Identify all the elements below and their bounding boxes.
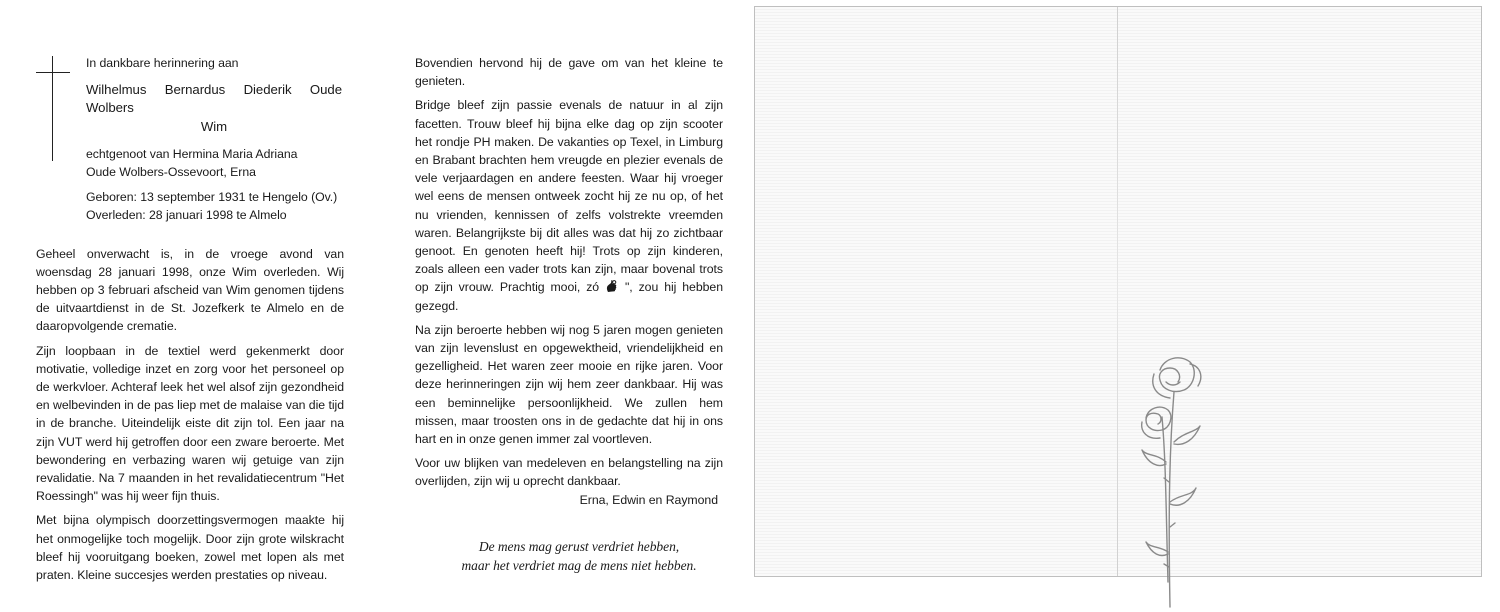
paragraph: Met bijna olympisch doorzettingsvermogen maakte hij het onmogelijke toch mogelijk. Door zijn grote wilskracht bleef hij vooruitgang boeken, zowel met lopen als met praten. Kleine succesjes werden prestaties op niveau. (36, 513, 344, 583)
left-column (36, 54, 344, 590)
nickname: Wim (200, 118, 228, 134)
paragraph: Na zijn beroerte hebben wij nog 5 jaren mogen genieten van zijn levenslust en opgewektheid, vriendelijkheid en gezelligheid. Het waren zeer mooie en rijke jaren. Voor deze herinneringen zijn wij hem zeer dankbaar. Hij was een beminnelijke persoonlijkheid. We zullen hem missen, maar troosten ons in de gedachte dat hij in ons hart en in onze genen immer zal voortleven. (415, 322, 723, 447)
paragraph: Geheel onverwacht is, in de vroege avond van woensdag 28 januari 1998, onze Wim overleden. Wij hebben op 3 februari afscheid van Wim genomen tijdens de uitvaartdienst in de St. Jozefkerk te Almelo en de daaropvolgende crematie. (36, 246, 344, 334)
ok-hand-icon (605, 279, 619, 293)
quote-line-2: maar het verdriet mag de mens niet hebben. (461, 557, 697, 573)
life-dates (86, 188, 344, 224)
middle-column (415, 54, 723, 575)
signature: Erna, Edwin en Raymond (579, 492, 718, 507)
closing-quote (415, 537, 723, 575)
memorial-card-text-side (0, 0, 750, 589)
spouse-line-2: Oude Wolbers-Ossevoort, Erna (86, 165, 256, 180)
paragraph (415, 96, 723, 314)
paragraph: Voor uw blijken van medeleven en belangstelling na zijn overlijden, zijn wij u oprecht dankbaar. (415, 456, 723, 489)
paragraph-text: ", zou hij hebben gezegd. (415, 280, 723, 313)
spouse-line-1: echtgenoot van Hermina Maria Adriana (86, 146, 298, 161)
spouse-info (86, 145, 344, 181)
rose-icon (1140, 352, 1220, 612)
paragraph-text: Bridge bleef zijn passie evenals de natuur in al zijn facetten. Trouw bleef hij bijna elke dag op zijn scooter het rondje PH maken. De vakanties op Texel, in Limburg en Brabant brachten hem vreugde en plezier evenals de vele verjaardagen en andere feesten. Waar hij vroeger wel eens de mensen ontweek zocht hij ze nu op, of het nu vrienden, kennissen of zelfs volstrekte vreemden waren. Belangrijkste bij dit alles was dat hij zo zichtbaar genoot. En genoten heeft hij! Trots op zijn kinderen, zoals alleen een vader trots kan zijn, maar bovenal trots op zijn vrouw. Prachtig mooi, zó (415, 98, 723, 295)
full-name: Wilhelmus Bernardus Diederik Oude Wolbers (86, 82, 342, 116)
card-fold-line (1117, 7, 1118, 576)
memorial-card-cover-side (750, 0, 1500, 589)
quote-line-1: De mens mag gerust verdriet hebben, (478, 538, 680, 554)
intro-text: In dankbare herinnering aan (86, 56, 239, 70)
birth-date: Geboren: 13 september 1931 te Hengelo (Ov.) (86, 190, 338, 205)
paragraph: Zijn loopbaan in de textiel werd gekenmerkt door motivatie, volledige inzet en zorg voor het personeel op de werkvloer. Achteraf leek het wel alsof zijn gezondheid en welbevinden in de pas liep met de malaise van die tijd in de branche. Uiteindelijk eiste dit zijn tol. Een jaar na zijn VUT werd hij getroffen door een zware beroerte. Met bewondering en verbazing waren wij getuige van zijn revalidatie. Na 7 maanden in het revalidatiecentrum "Het Roessingh" was hij weer fijn thuis. (36, 343, 344, 504)
death-date: Overleden: 28 januari 1998 te Almelo (86, 208, 287, 223)
card-cover (754, 6, 1482, 577)
paragraph: Bovendien hervond hij de gave om van het kleine te genieten. (415, 56, 723, 89)
